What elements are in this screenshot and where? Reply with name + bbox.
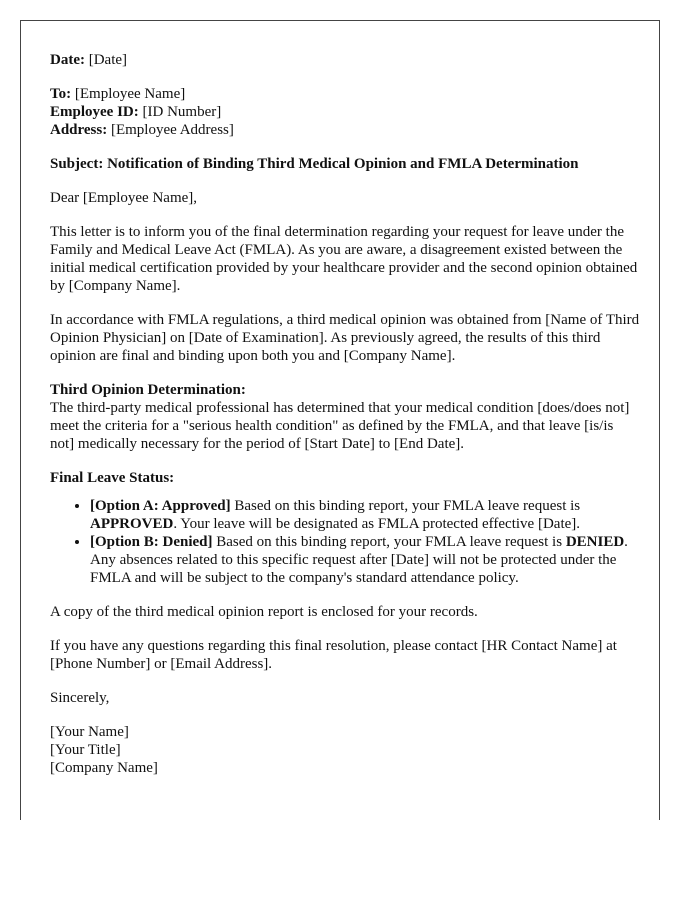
subject-line: Subject: Notification of Binding Third Medical Opinion and FMLA Determination [50,156,579,172]
address-value: [Employee Address] [107,122,234,138]
option-denied-label: [Option B: Denied] [90,534,213,550]
enclosure-paragraph: A copy of the third medical opinion report is enclosed for your records. [50,604,478,620]
salutation: Dear [Employee Name], [50,190,198,206]
letter-page [20,20,660,820]
option-approved-text: Based on this binding report, your FMLA leave request is [230,498,581,514]
signature-name: [Your Name] [50,724,129,740]
option-approved-label: [Option A: Approved] [90,498,231,514]
signoff: Sincerely, [50,690,110,706]
employee-id-value: [ID Number] [138,104,222,120]
address-line [50,121,641,139]
leave-status-options [50,497,641,587]
to-value: [Employee Name] [71,86,186,102]
address-label: Address: [50,122,108,138]
to-line [50,85,641,103]
employee-id-line [50,103,641,121]
signature-block [50,723,641,777]
determination-heading: Third Opinion Determination: [50,382,246,398]
option-approved [90,497,641,533]
approved-status: APPROVED [90,516,174,532]
determination-text: The third-party medical professional has determined that your medical condition [does/does not] meet the criteria for a "serious health condition" as defined by the FMLA, and that leave [is/is not] medically necessary for the period of [Start Date] to [End Date]. [50,400,630,452]
intro-paragraph: This letter is to inform you of the final determination regarding your request for leave under the Family and Medical Leave Act (FMLA). As you are aware, a disagreement existed between the initial medical certification provided by your healthcare provider and the second opinion obtained by [Company Name]. [50,224,638,294]
final-status-heading: Final Leave Status: [50,470,175,486]
determination-section [50,381,641,453]
regulation-paragraph: In accordance with FMLA regulations, a third medical opinion was obtained from [Name of Third Opinion Physician] on [Date of Examination]. As previously agreed, the results of this third opinion are final and binding upon both you and [Company Name]. [50,312,640,364]
to-label: To: [50,86,72,102]
date-value: [Date] [84,52,128,68]
option-denied-text: Based on this binding report, your FMLA leave request is [212,534,566,550]
signature-title: [Your Title] [50,742,121,758]
date-line [50,51,641,69]
option-denied-text-end: . Any absences related to this specific request after [Date] will not be protected under the FMLA and will be subject to the company's standard attendance policy. [90,534,628,586]
contact-paragraph: If you have any questions regarding this final resolution, please contact [HR Contact Name] at [Phone Number] or [Email Address]. [50,638,617,672]
recipient-block [50,85,641,139]
option-denied [90,533,641,587]
denied-status: DENIED [565,534,625,550]
signature-company: [Company Name] [50,760,158,776]
option-approved-text-end: . Your leave will be designated as FMLA protected effective [Date]. [173,516,581,532]
date-label: Date: [50,52,85,68]
employee-id-label: Employee ID: [50,104,139,120]
